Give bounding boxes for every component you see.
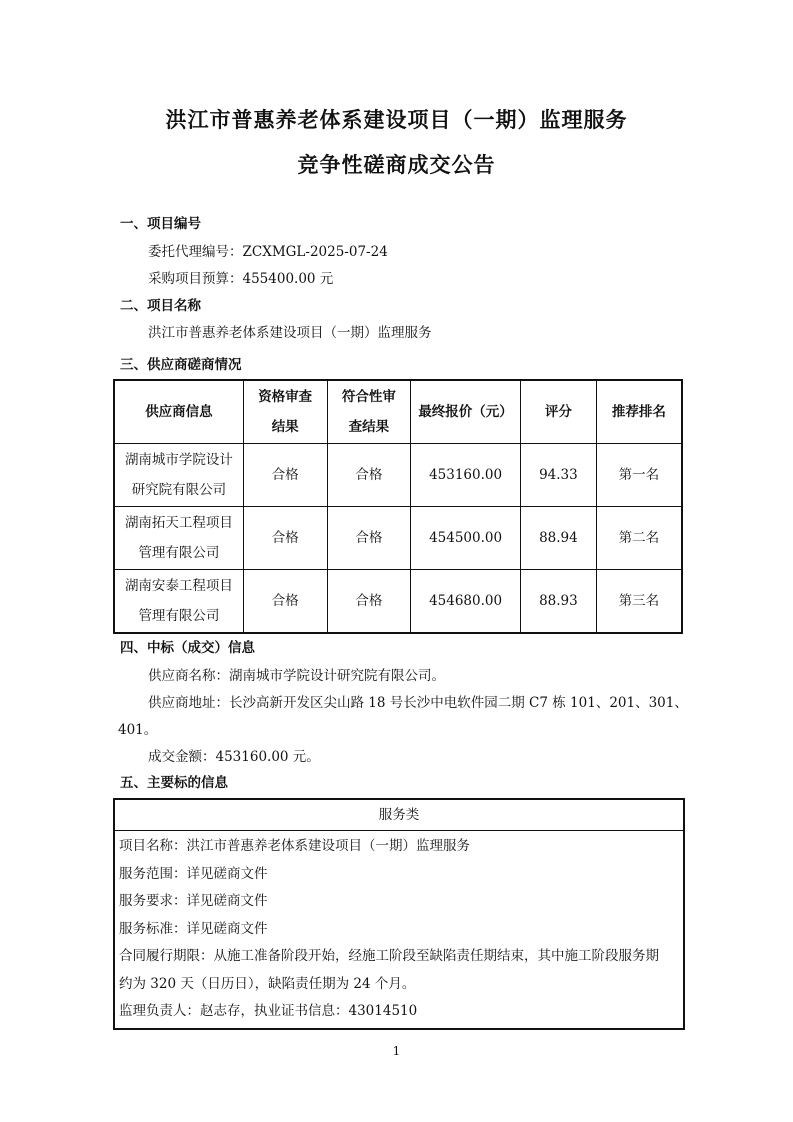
rank: 第二名 [596, 507, 682, 570]
budget: 采购项目预算：455400.00 元 [148, 271, 334, 287]
header-qualification: 资格审查 结果 [243, 380, 327, 444]
score: 94.33 [520, 444, 596, 507]
section1-heading: 一、项目编号 [120, 216, 201, 232]
supplier-name: 湖南拓天工程项目 管理有限公司 [114, 507, 243, 570]
header-score: 评分 [520, 380, 596, 444]
service-line: 服务范围：详见磋商文件 [119, 865, 268, 882]
service-info-box [113, 798, 685, 1030]
agency-number: 委托代理编号：ZCXMGL-2025-07-24 [148, 244, 388, 260]
qualification-result: 合格 [243, 444, 327, 507]
compliance-result: 合格 [327, 507, 411, 570]
score: 88.94 [520, 507, 596, 570]
rank: 第三名 [596, 570, 682, 634]
winning-supplier-name: 供应商名称：湖南城市学院设计研究院有限公司。 [148, 668, 445, 684]
table-row [114, 444, 682, 507]
winning-supplier-address-cont: 401。 [118, 722, 158, 738]
final-price: 454500.00 [411, 507, 521, 570]
service-box-body [115, 831, 683, 1028]
contract-amount: 成交金额：453160.00 元。 [148, 749, 320, 765]
section4-heading: 四、中标（成交）信息 [120, 640, 255, 656]
service-line: 服务标准：详见磋商文件 [119, 920, 268, 937]
compliance-result: 合格 [327, 444, 411, 507]
service-line: 监理负责人：赵志存，执业证书信息：43014510 [119, 1003, 418, 1019]
service-line: 服务要求：详见磋商文件 [119, 893, 268, 909]
compliance-result: 合格 [327, 570, 411, 634]
service-line: 项目名称：洪江市普惠养老体系建设项目（一期）监理服务 [119, 838, 470, 854]
final-price: 453160.00 [411, 444, 521, 507]
table-row [114, 570, 682, 634]
header-compliance: 符合性审 查结果 [327, 380, 411, 444]
section2-heading: 二、项目名称 [120, 298, 201, 314]
page-number: 1 [392, 1044, 401, 1058]
table-row [114, 507, 682, 570]
document-title-line1: 洪江市普惠养老体系建设项目（一期）监理服务 [165, 108, 628, 132]
table-header-row [114, 380, 682, 444]
qualification-result: 合格 [243, 570, 327, 634]
header-price: 最终报价（元） [411, 380, 521, 444]
header-supplier: 供应商信息 [114, 380, 243, 444]
supplier-name: 湖南城市学院设计 研究院有限公司 [114, 444, 243, 507]
document-title-line2: 竞争性磋商成交公告 [297, 153, 496, 177]
service-line: 合同履行期限：从施工准备阶段开始，经施工阶段至缺陷责任期结束，其中施工阶段服务期 [119, 948, 659, 964]
winning-supplier-address: 供应商地址：长沙高新开发区尖山路 18 号长沙中电软件园二期 C7 栋 101、201、301、 [148, 695, 688, 711]
supplier-table [113, 379, 683, 634]
service-line: 约为 320 天（日历日），缺陷责任期为 24 个月。 [119, 975, 416, 992]
final-price: 454680.00 [411, 570, 521, 634]
score: 88.93 [520, 570, 596, 634]
section5-heading: 五、主要标的信息 [120, 775, 228, 791]
header-rank: 推荐排名 [596, 380, 682, 444]
qualification-result: 合格 [243, 507, 327, 570]
project-name: 洪江市普惠养老体系建设项目（一期）监理服务 [148, 325, 432, 341]
supplier-name: 湖南安泰工程项目 管理有限公司 [114, 570, 243, 634]
section3-heading: 三、供应商磋商情况 [120, 357, 242, 373]
service-box-title: 服务类 [115, 800, 683, 831]
rank: 第一名 [596, 444, 682, 507]
